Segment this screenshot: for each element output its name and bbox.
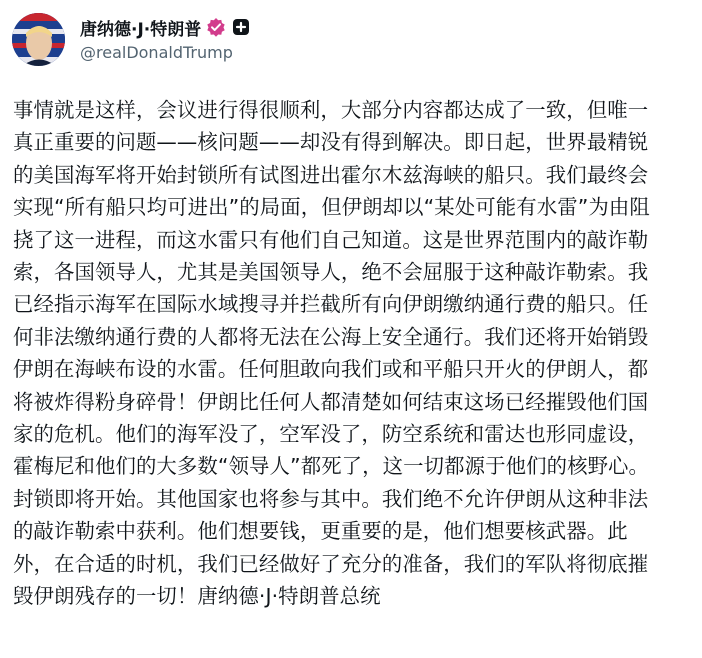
post-line: 的敲诈勒索中获利。他们想要钱，更重要的是，他们想要核武器。此: [13, 519, 628, 544]
post-line: 实现“所有船只均可进出”的局面，但伊朗却以“某处可能有水雷”为由阻: [13, 195, 650, 220]
post-line: 真正重要的问题——核问题——却没有得到解决。即日起，世界最精锐: [13, 130, 649, 155]
post-line: 毁伊朗残存的一切！唐纳德·J·特朗普总统: [13, 584, 381, 609]
post-line: 何非法缴纳通行费的人都将无法在公海上安全通行。我们还将开始销毁: [13, 324, 649, 349]
avatar-image: [12, 13, 65, 66]
post-line: 挠了这一进程，而这水雷只有他们自己知道。这是世界范围内的敲诈勒: [13, 227, 649, 252]
verified-badge-icon: [206, 17, 226, 37]
plus-badge-icon: [231, 17, 251, 37]
post-line: 伊朗在海峡布设的水雷。任何胆敢向我们或和平船只开火的伊朗人，都: [13, 357, 649, 382]
avatar[interactable]: [12, 13, 65, 66]
post-body: [13, 94, 693, 613]
post-line: 家的危机。他们的海军没了，空军没了，防空系统和雷达也形同虚设，: [13, 422, 649, 447]
post-line: 将被炸得粉身碎骨！伊朗比任何人都清楚如何结束这场已经摧毁他们国: [13, 389, 649, 414]
name-row: [80, 14, 251, 40]
post-line: 事情就是这样，会议进行得很顺利，大部分内容都达成了一致，但唯一: [13, 98, 649, 122]
post-line: 霍梅尼和他们的大多数“领导人”都死了，这一切都源于他们的核野心。: [13, 454, 650, 479]
post-line: 外，在合适的时机，我们已经做好了充分的准备，我们的军队将彻底摧: [13, 551, 649, 576]
post-line: 的美国海军将开始封锁所有试图进出霍尔木兹海峡的船只。我们最终会: [13, 162, 649, 187]
post-line: 索，各国领导人，尤其是美国领导人，绝不会屈服于这种敲诈勒索。我: [13, 260, 649, 285]
post-line: 封锁即将开始。其他国家也将参与其中。我们绝不允许伊朗从这种非法: [13, 486, 649, 511]
user-handle[interactable]: @realDonaldTrump: [80, 43, 233, 62]
post-line: 已经指示海军在国际水域搜寻并拦截所有向伊朗缴纳通行费的船只。任: [13, 292, 649, 317]
display-name[interactable]: 唐纳德·J·特朗普: [80, 19, 202, 40]
